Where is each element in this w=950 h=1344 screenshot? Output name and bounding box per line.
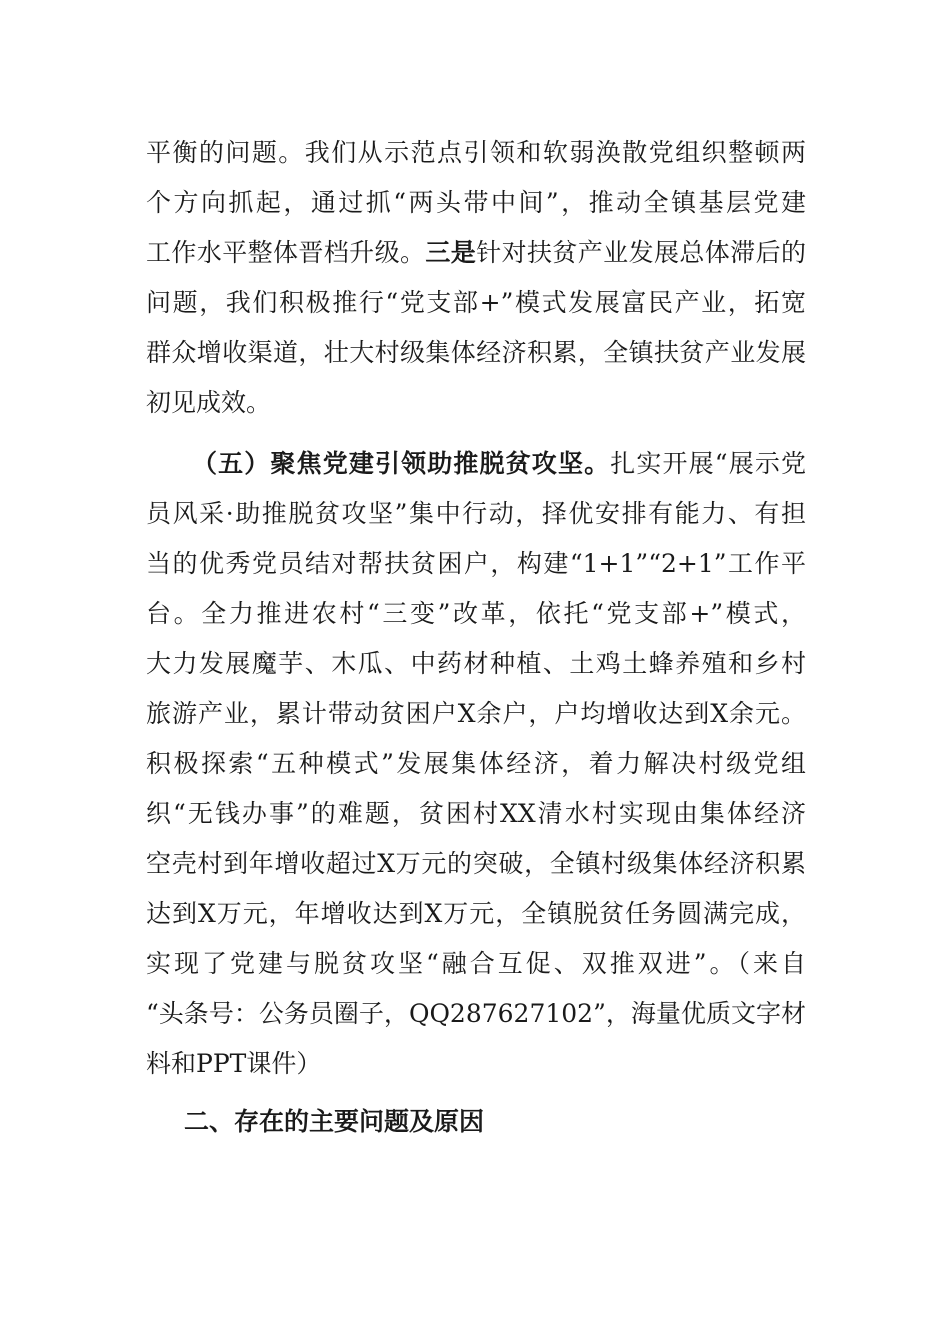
subsection-title: （五）聚焦党建引领助推脱贫攻坚。: [192, 449, 611, 478]
paragraph-line: 初见成效。: [146, 388, 272, 417]
paragraph-line: 实现了党建与脱贫攻坚“融合互促、双推双进”。（来自: [146, 949, 806, 978]
paragraph-line: [192, 446, 806, 482]
paragraph-line: 空壳村到年增收超过X万元的突破，全镇村级集体经济积累: [146, 849, 806, 878]
paragraph-line: 台。全力推进农村“三变”改革，依托“党支部+”模式，: [146, 599, 806, 628]
bold-text-run: 三是: [425, 238, 477, 267]
paragraph-line: 织“无钱办事”的难题，贫困村XX清水村实现由集体经济: [146, 799, 806, 828]
text-run: 针对扶贫产业发展总体滞后的: [476, 238, 806, 267]
text-run: 工作水平整体晋档升级。: [146, 238, 426, 267]
paragraph-line: 当的优秀党员结对帮扶贫困户，构建“1+1”“2+1”工作平: [146, 549, 806, 578]
paragraph-line: 平衡的问题。我们从示范点引领和软弱涣散党组织整顿两: [146, 138, 806, 167]
paragraph-line: 旅游产业，累计带动贫困户X余户，户均增收达到X余元。: [146, 699, 806, 728]
text-run: 扎实开展“展示党: [610, 449, 806, 478]
paragraph-line: 料和PPT课件）: [146, 1049, 322, 1078]
section-heading: 二、存在的主要问题及原因: [184, 1107, 485, 1136]
paragraph-line: 积极探索“五种模式”发展集体经济，着力解决村级党组: [146, 749, 806, 778]
paragraph-line: 个方向抓起，通过抓“两头带中间”，推动全镇基层党建: [146, 188, 806, 217]
paragraph-line: 问题，我们积极推行“党支部+”模式发展富民产业，拓宽: [146, 288, 806, 317]
paragraph-line: 员风采·助推脱贫攻坚”集中行动，择优安排有能力、有担: [146, 499, 806, 528]
paragraph-line: [146, 235, 806, 271]
paragraph-line: 群众增收渠道，壮大村级集体经济积累，全镇扶贫产业发展: [146, 338, 806, 367]
paragraph-line: 达到X万元，年增收达到X万元，全镇脱贫任务圆满完成，: [146, 899, 806, 928]
paragraph-line: 大力发展魔芋、木瓜、中药材种植、土鸡土蜂养殖和乡村: [146, 649, 806, 678]
paragraph-line: “头条号：公务员圈子，QQ287627102”，海量优质文字材: [146, 999, 806, 1028]
